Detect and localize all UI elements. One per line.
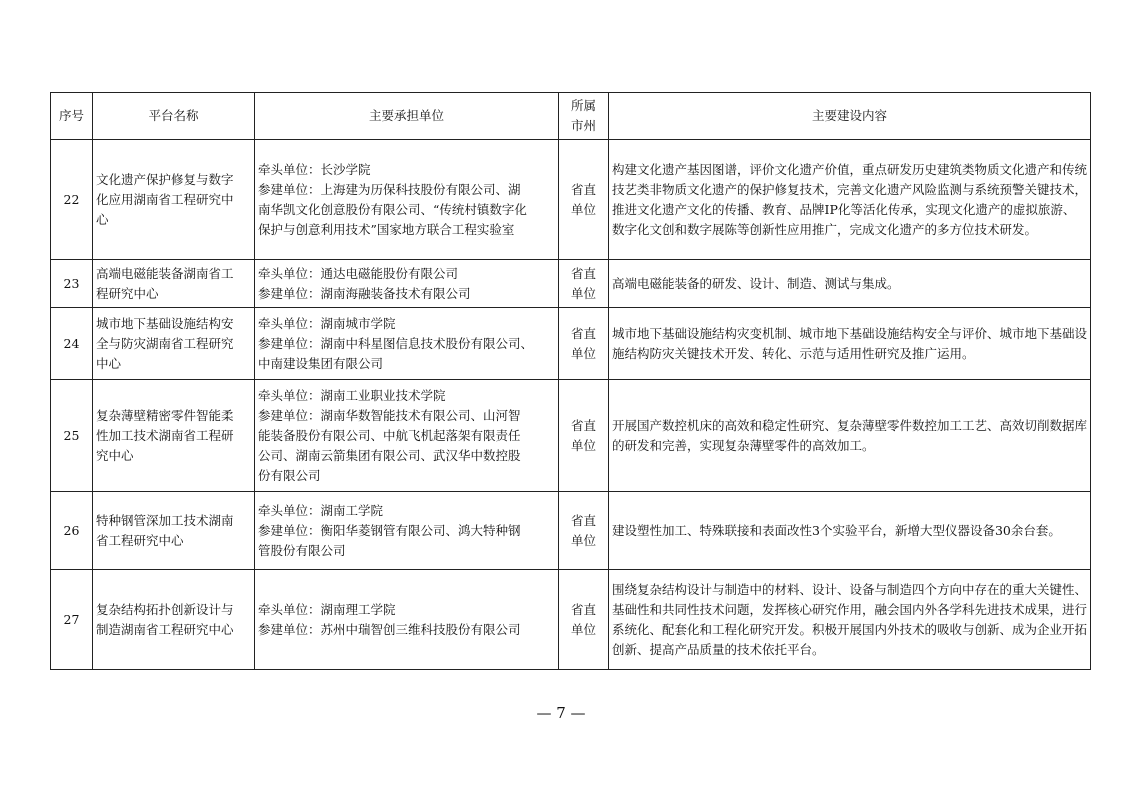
row-platform-name bbox=[93, 260, 255, 308]
content-text: 围绕复杂结构设计与制造中的材料、设计、设备与制造四个方向中存在的重大关键性、基础性和共同性技术问题，发挥核心研究作用，融会国内外各学科先进技术成果，进行系统化、配套化和工程化研究开发。积极开展国内外技术的吸收与创新、成为企业开拓创新、提高产品质量的技术依托平台。 bbox=[612, 581, 1088, 657]
platform-name-line: 心 bbox=[96, 211, 109, 227]
row-seq: 27 bbox=[51, 570, 93, 670]
platform-name-line: 复杂薄壁精密零件智能柔 bbox=[96, 407, 234, 423]
content-text: 建设塑性加工、特殊联接和表面改性3个实验平台，新增大型仪器设备30余台套。 bbox=[612, 522, 1061, 538]
platform-name-line: 全与防灾湖南省工程研究 bbox=[96, 335, 234, 351]
row-platform-name bbox=[93, 140, 255, 260]
row-platform-name bbox=[93, 308, 255, 380]
row-platform-name bbox=[93, 380, 255, 492]
platform-name-line: 复杂结构拓扑创新设计与 bbox=[96, 601, 234, 617]
platform-name-line: 程研究中心 bbox=[96, 285, 159, 301]
city-line: 单位 bbox=[570, 437, 596, 453]
city-line: 省直 bbox=[570, 265, 596, 281]
header-city-line2: 市州 bbox=[570, 118, 596, 133]
row-city bbox=[559, 308, 609, 380]
platform-table bbox=[50, 92, 1091, 670]
units-line: 牵头单位：湖南理工学院 bbox=[258, 601, 396, 617]
row-units bbox=[255, 570, 559, 670]
row-seq: 26 bbox=[51, 492, 93, 570]
row-city bbox=[559, 380, 609, 492]
city-line: 单位 bbox=[570, 621, 596, 637]
table-row bbox=[51, 570, 1091, 670]
header-units: 主要承担单位 bbox=[255, 93, 559, 140]
platform-name-line: 制造湖南省工程研究中心 bbox=[96, 621, 234, 637]
platform-name-line: 省工程研究中心 bbox=[96, 532, 184, 548]
row-platform-name bbox=[93, 570, 255, 670]
content-text: 开展国产数控机床的高效和稳定性研究、复杂薄壁零件数控加工工艺、高效切削数据库的研发和完善，实现复杂薄壁零件的高效加工。 bbox=[612, 417, 1088, 453]
content-text: 高端电磁能装备的研发、设计、制造、测试与集成。 bbox=[612, 275, 900, 291]
row-city bbox=[559, 140, 609, 260]
row-content bbox=[609, 380, 1091, 492]
row-seq: 23 bbox=[51, 260, 93, 308]
units-line: 牵头单位：湖南工学院 bbox=[258, 502, 384, 518]
platform-name-line: 究中心 bbox=[96, 447, 134, 463]
row-content bbox=[609, 308, 1091, 380]
units-line: 南华凯文化创意股份有限公司、“传统村镇数字化 bbox=[258, 201, 527, 217]
city-line: 省直 bbox=[570, 325, 596, 341]
content-text: 城市地下基础设施结构灾变机制、城市地下基础设施结构安全与评价、城市地下基础设施结构防灾关键技术开发、转化、示范与适用性研究及推广运用。 bbox=[612, 325, 1088, 361]
header-platform-name: 平台名称 bbox=[93, 93, 255, 140]
content-text: 构建文化遗产基因图谱，评价文化遗产价值，重点研发历史建筑类物质文化遗产和传统技艺类非物质文化遗产的保护修复技术，完善文化遗产风险监测与系统预警关键技术，推进文化遗产文化的传播、教育、品牌IP化等活化传承，实现文化遗产的虚拟旅游、数字化文创和数字展陈等创新性应用推广，完成文化遗产的多方位技术研发。 bbox=[612, 161, 1088, 237]
units-line: 参建单位：湖南华数智能技术有限公司、山河智 bbox=[258, 407, 521, 423]
row-content bbox=[609, 260, 1091, 308]
row-units bbox=[255, 492, 559, 570]
platform-name-line: 性加工技术湖南省工程研 bbox=[96, 427, 234, 443]
units-line: 保护与创意利用技术”国家地方联合工程实验室 bbox=[258, 221, 515, 237]
table-header-row bbox=[51, 93, 1091, 140]
row-units bbox=[255, 260, 559, 308]
header-city bbox=[559, 93, 609, 140]
city-line: 单位 bbox=[570, 285, 596, 301]
units-line: 中南建设集团有限公司 bbox=[258, 355, 384, 371]
city-line: 单位 bbox=[570, 532, 596, 548]
platform-name-line: 特种钢管深加工技术湖南 bbox=[96, 512, 234, 528]
platform-name-line: 高端电磁能装备湖南省工 bbox=[96, 265, 234, 281]
units-line: 公司、湖南云箭集团有限公司、武汉华中数控股 bbox=[258, 447, 521, 463]
platform-name-line: 化应用湖南省工程研究中 bbox=[96, 191, 234, 207]
table-row bbox=[51, 140, 1091, 260]
page-number: — 7 — bbox=[536, 704, 586, 722]
header-seq: 序号 bbox=[51, 93, 93, 140]
row-city bbox=[559, 260, 609, 308]
row-seq: 25 bbox=[51, 380, 93, 492]
row-units bbox=[255, 380, 559, 492]
table-row bbox=[51, 380, 1091, 492]
city-line: 单位 bbox=[570, 201, 596, 217]
table-body bbox=[51, 140, 1091, 670]
platform-name-line: 城市地下基础设施结构安 bbox=[96, 315, 234, 331]
units-line: 份有限公司 bbox=[258, 467, 321, 483]
city-line: 省直 bbox=[570, 181, 596, 197]
units-line: 参建单位：上海建为历保科技股份有限公司、湖 bbox=[258, 181, 521, 197]
units-line: 参建单位：湖南中科星图信息技术股份有限公司、 bbox=[258, 335, 534, 351]
row-city bbox=[559, 492, 609, 570]
header-content: 主要建设内容 bbox=[609, 93, 1091, 140]
row-seq: 22 bbox=[51, 140, 93, 260]
row-units bbox=[255, 140, 559, 260]
row-content bbox=[609, 570, 1091, 670]
units-line: 牵头单位：湖南工业职业技术学院 bbox=[258, 387, 446, 403]
units-line: 管股份有限公司 bbox=[258, 542, 346, 558]
units-line: 牵头单位：湖南城市学院 bbox=[258, 315, 396, 331]
units-line: 参建单位：衡阳华菱钢管有限公司、鸿大特种钢 bbox=[258, 522, 521, 538]
row-city bbox=[559, 570, 609, 670]
units-line: 能装备股份有限公司、中航飞机起落架有限责任 bbox=[258, 427, 521, 443]
units-line: 参建单位：湖南海融装备技术有限公司 bbox=[258, 285, 471, 301]
platform-name-line: 文化遗产保护修复与数字 bbox=[96, 171, 234, 187]
city-line: 省直 bbox=[570, 512, 596, 528]
platform-name-line: 中心 bbox=[96, 355, 122, 371]
units-line: 牵头单位：长沙学院 bbox=[258, 161, 371, 177]
table-row bbox=[51, 260, 1091, 308]
table-row bbox=[51, 492, 1091, 570]
header-city-line1: 所属 bbox=[570, 98, 596, 113]
units-line: 参建单位：苏州中瑞智创三维科技股份有限公司 bbox=[258, 621, 521, 637]
city-line: 省直 bbox=[570, 417, 596, 433]
units-line: 牵头单位：通达电磁能股份有限公司 bbox=[258, 265, 459, 281]
row-units bbox=[255, 308, 559, 380]
row-content bbox=[609, 492, 1091, 570]
row-seq: 24 bbox=[51, 308, 93, 380]
city-line: 省直 bbox=[570, 601, 596, 617]
table-row bbox=[51, 308, 1091, 380]
row-platform-name bbox=[93, 492, 255, 570]
city-line: 单位 bbox=[570, 345, 596, 361]
row-content bbox=[609, 140, 1091, 260]
